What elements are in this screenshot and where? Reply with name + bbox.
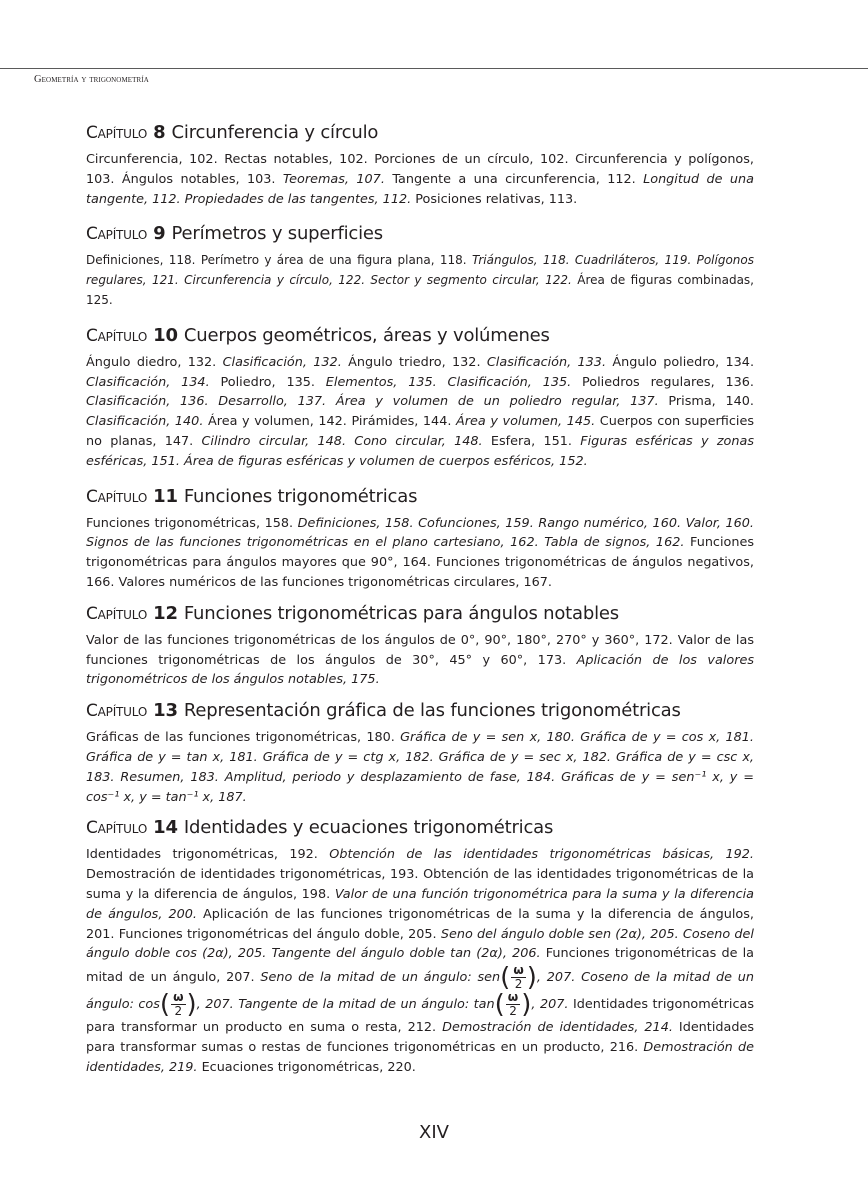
entry-text: Posiciones relativas, 113.	[411, 191, 578, 207]
chapter-heading	[86, 120, 754, 146]
entry-subtopic: Aplicación de los valores trigonométricos de los ángulos notables, 175.	[86, 652, 754, 688]
chapter-heading	[86, 601, 754, 627]
chapter-14	[86, 815, 754, 1077]
entry-text: Ecuaciones trigonométricas, 220.	[197, 1059, 416, 1075]
entry-text: Identidades trigonométricas, 192.	[86, 847, 330, 863]
chapter-contents	[86, 150, 754, 209]
chapter-11	[86, 484, 754, 593]
entry-text: Ángulo poliedro, 134.	[606, 354, 755, 370]
entry-text: Gráficas de las funciones trigonométricas, 180.	[86, 730, 401, 746]
chapter-label: Capítulo	[86, 123, 148, 143]
entry-text: Ángulo triedro, 132.	[341, 354, 487, 370]
entry-subtopic: Elementos, 135. Clasificación, 135.	[325, 374, 572, 390]
entry-text: Funciones trigonométricas para ángulos mayores que 90°, 164. Funciones trigonométricas de ángulos negativos, 166. Valores numéricos de las funciones trigonométricas circulares, 167.	[86, 535, 754, 590]
chapter-contents	[86, 514, 754, 593]
table-of-contents	[86, 120, 754, 1078]
entry-subtopic: Teoremas, 107.	[282, 171, 385, 187]
entry-subtopic: Clasificación, 132.	[222, 354, 342, 370]
chapter-label: Capítulo	[86, 818, 148, 839]
chapter-contents	[86, 251, 754, 310]
chapter-title: Identidades y ecuaciones trigonométricas	[183, 817, 554, 839]
chapter-number: 9	[147, 223, 172, 245]
entry-text: Prisma, 140.	[658, 394, 754, 410]
chapter-title: Cuerpos geométricos, áreas y volúmenes	[183, 324, 550, 346]
entry-text: Cuerpos con superficies no planas, 147.	[86, 414, 754, 449]
chapter-number: 13	[147, 700, 184, 722]
chapter-contents	[86, 353, 754, 472]
chapter-number: 8	[147, 122, 172, 143]
fraction-numerator: ω	[513, 963, 524, 978]
running-head: Geometría y trigonometría	[34, 74, 149, 85]
page-number: XIV	[419, 1122, 449, 1143]
chapter-title: Funciones trigonométricas para ángulos notables	[183, 602, 619, 624]
entry-text: Área de figuras combinadas, 125.	[86, 273, 754, 307]
entry-subtopic: Demostración de identidades, 214.	[442, 1020, 673, 1036]
chapter-8	[86, 120, 754, 209]
entry-subtopic: Clasificación, 134.	[86, 374, 210, 390]
half-angle-fraction: ( $\frac{\omega}{2}$ )	[159, 989, 197, 1020]
entry-subtopic: Definiciones, 158. Cofunciones, 159. Rango numérico, 160. Valor, 160. Signos de las funciones trigonométricas en el plano cartesiano, 162. Tabla de signos, 162.	[86, 515, 754, 551]
chapter-contents	[86, 728, 754, 807]
fraction-numerator: ω	[173, 990, 184, 1005]
chapter-number: 10	[147, 324, 184, 346]
fraction-denominator: 2	[174, 1004, 183, 1019]
chapter-contents	[86, 631, 754, 690]
entry-subtopic: , 207. Coseno de la mitad de un ángulo: cos	[86, 970, 754, 1013]
chapter-heading	[86, 698, 754, 724]
chapter-12	[86, 601, 754, 690]
half-angle-fraction: ( $\frac{\omega}{2}$ )	[500, 962, 537, 993]
chapter-13	[86, 698, 754, 807]
entry-subtopic: Seno de la mitad de un ángulo: sen	[260, 970, 501, 986]
entry-text: Poliedros regulares, 136.	[571, 374, 754, 390]
chapter-heading	[86, 323, 754, 349]
entry-subtopic: Gráfica de y = sen x, 180. Gráfica de y = cos x, 181. Gráfica de y = tan x, 181. Gráfica de y = ctg x, 182. Gráfica de y = sec x, 182. Gráfica de y = csc x, 183. Resumen, 183. Amplitud, periodo y desplazamiento de fase, 184. Gráficas de y = sen⁻¹ x, y = cos⁻¹ x, y = tan⁻¹ x, 187.	[86, 730, 754, 805]
entry-subtopic: Clasificación, 133.	[486, 354, 607, 370]
entry-text: Poliedro, 135.	[209, 374, 326, 390]
entry-subtopic: Valor de una función trigonométrica para la suma y la diferencia de ángulos, 200.	[86, 886, 755, 922]
entry-subtopic: , 207. Tangente de la mitad de un ángulo: tan	[196, 997, 495, 1013]
entry-text: Funciones trigonométricas, 158.	[86, 515, 298, 531]
entry-text: Ángulo diedro, 132.	[86, 354, 223, 370]
chapter-9	[86, 221, 754, 310]
chapter-contents	[86, 845, 754, 1077]
header-rule	[0, 68, 868, 69]
entry-text: Identidades trigonométricas para transformar un producto en suma o resta, 212.	[86, 997, 754, 1036]
entry-subtopic: Demostración de identidades, 219.	[86, 1039, 754, 1075]
entry-subtopic: Clasificación, 136. Desarrollo, 137. Área y volumen de un poliedro regular, 137.	[86, 394, 659, 410]
entry-text: Valor de las funciones trigonométricas de los ángulos de 0°, 90°, 180°, 270° y 360°, 172. Valor de las funciones trigonométricas de los ángulos de 30°, 45° y 60°, 173.	[86, 632, 754, 668]
half-angle-fraction: ( $\frac{\omega}{2}$ )	[494, 989, 532, 1020]
entry-subtopic: Seno del ángulo doble sen (2α), 205. Coseno del ángulo doble cos (2α), 205. Tangente del ángulo doble tan (2α), 206.	[86, 926, 754, 962]
entry-text: Aplicación de las funciones trigonométricas de la suma y la diferencia de ángulos, 201. Funciones trigonométricas del ángulo doble, 205.	[86, 906, 754, 942]
fraction-denominator: 2	[514, 977, 523, 992]
chapter-heading	[86, 484, 754, 510]
fraction-numerator: ω	[507, 990, 519, 1005]
entry-subtopic: Longitud de una tangente, 112. Propiedades de las tangentes, 112.	[86, 171, 754, 207]
entry-text: Área y volumen, 142. Pirámides, 144.	[203, 414, 457, 430]
chapter-heading	[86, 815, 754, 841]
entry-text: Circunferencia, 102. Rectas notables, 102. Porciones de un círculo, 102. Circunferencia y polígonos, 103. Ángulos notables, 103.	[86, 152, 754, 187]
chapter-label: Capítulo	[86, 224, 148, 245]
entry-text: Identidades para transformar sumas o restas de funciones trigonométricas en un producto, 216.	[86, 1020, 754, 1055]
entry-text: Funciones trigonométricas de la mitad de un ángulo, 207.	[86, 946, 755, 986]
entry-subtopic: Obtención de las identidades trigonométricas básicas, 192.	[329, 847, 754, 863]
chapter-title: Funciones trigonométricas	[183, 485, 418, 507]
chapter-label: Capítulo	[86, 701, 148, 722]
entry-subtopic: , 207.	[531, 997, 569, 1013]
entry-subtopic: Clasificación, 140.	[86, 414, 204, 430]
chapter-10	[86, 323, 754, 472]
chapter-label: Capítulo	[86, 325, 148, 346]
chapter-number: 11	[147, 485, 184, 507]
chapter-title: Representación gráfica de las funciones trigonométricas	[183, 700, 681, 722]
chapter-number: 14	[147, 817, 184, 839]
chapter-title: Perímetros y superficies	[171, 223, 383, 245]
chapter-label: Capítulo	[86, 603, 148, 624]
entry-text: Tangente a una circunferencia, 112.	[384, 171, 644, 187]
fraction-denominator: 2	[509, 1004, 517, 1019]
entry-text: Esfera, 151.	[482, 433, 581, 449]
chapter-title: Circunferencia y círculo	[171, 122, 379, 143]
entry-subtopic: Triángulos, 118. Cuadriláteros, 119. Polígonos regulares, 121. Circunferencia y círculo, 122. Sector y segmento circular, 122.	[86, 253, 754, 288]
chapter-number: 12	[147, 602, 184, 624]
entry-text: Demostración de identidades trigonométricas, 193. Obtención de las identidades trigonométricas de la suma y la diferencia de ángulos, 198.	[86, 867, 754, 902]
entry-subtopic: Figuras esféricas y zonas esféricas, 151. Área de figuras esféricas y volumen de cuerpos esféricos, 152.	[86, 433, 755, 469]
entry-subtopic: Área y volumen, 145.	[456, 414, 596, 430]
chapter-heading	[86, 221, 754, 247]
chapter-label: Capítulo	[86, 486, 148, 507]
entry-text: Definiciones, 118. Perímetro y área de una figura plana, 118.	[86, 253, 472, 268]
entry-subtopic: Cilindro circular, 148. Cono circular, 148.	[201, 433, 483, 449]
